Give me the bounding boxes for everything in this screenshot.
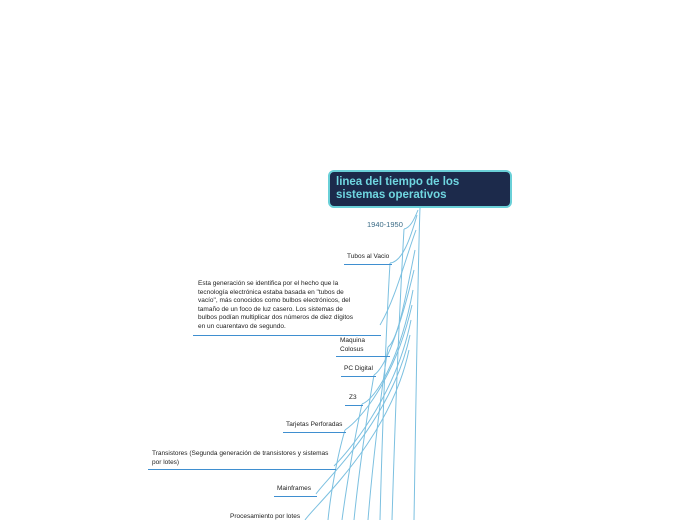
node-descripcion-underline [193, 335, 381, 336]
node-lotes-label: Procesamiento por lotes [230, 513, 301, 520]
node-z3-underline [345, 405, 363, 406]
node-transistores[interactable] [148, 450, 336, 470]
node-tarjetas-label: Tarjetas Perforadas [286, 421, 343, 428]
node-1940-1950-label: 1940-1950 [367, 220, 403, 229]
node-tubos-al-vacio[interactable] [344, 253, 392, 265]
node-1940-1950[interactable] [367, 221, 403, 232]
node-z3[interactable] [345, 394, 363, 406]
connector-extra-6 [328, 430, 345, 520]
node-colosus-underline [336, 356, 390, 357]
node-pcdigital-underline [341, 376, 376, 377]
connector-main [414, 208, 420, 520]
node-transistores-underline [148, 469, 336, 470]
node-pcdigital-label: PC Digital [344, 365, 373, 372]
node-pc-digital[interactable] [341, 365, 376, 377]
root-node[interactable] [328, 170, 512, 208]
node-tarjetas-underline [283, 432, 346, 433]
root-title: linea del tiempo de los sistemas operativos [336, 176, 460, 201]
node-tubos-underline [344, 264, 392, 265]
node-tubos-label: Tubos al Vacio [347, 253, 390, 260]
node-z3-label: Z3 [349, 394, 357, 401]
node-tarjetas-perforadas[interactable] [283, 421, 346, 433]
node-mainframes-label: Mainframes [277, 485, 311, 492]
node-colosus-label: Maquina Colosus [340, 337, 365, 353]
node-descripcion-text: Esta generación se identifica por el hecho que la tecnología electrónica estaba basada en "tubos de vacío", más conocidos como bulbos electrónicos, del tamaño de un foco de luz casero. Los sistemas de bulbos podían multiplicar dos números de diez dígitos en un cuarentavo de segundo. [198, 280, 354, 330]
node-maquina-colosus[interactable] [336, 337, 390, 357]
node-mainframes[interactable] [274, 485, 317, 497]
node-procesamiento-por-lotes[interactable] [226, 513, 306, 524]
node-mainframes-underline [274, 496, 317, 497]
node-descripcion[interactable] [193, 280, 381, 336]
node-transistores-label: Transistores (Segunda generación de transistores y sistemas por lotes) [152, 450, 329, 466]
